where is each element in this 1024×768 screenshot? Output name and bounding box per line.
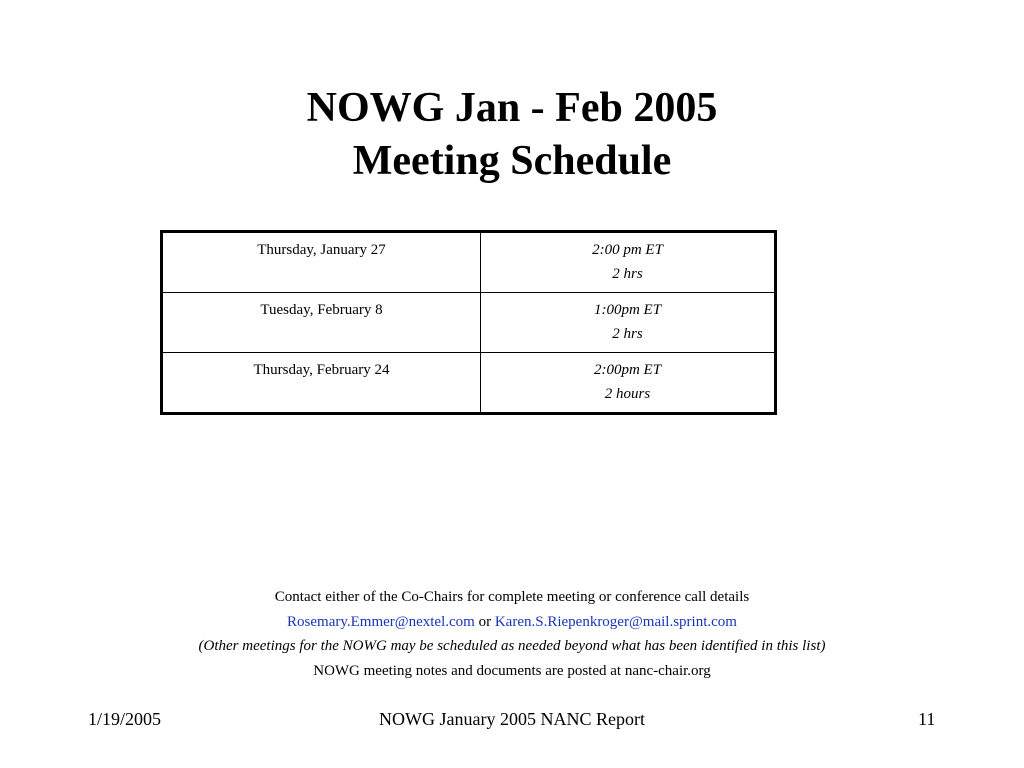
- meeting-day-cell: Tuesday, February 8: [162, 293, 481, 353]
- meeting-day-cell: Thursday, January 27: [162, 232, 481, 293]
- contact-info: [0, 585, 1024, 683]
- footer-title: NOWG January 2005 NANC Report: [379, 709, 645, 729]
- contact-emails: [0, 610, 1024, 635]
- meeting-duration: 2 hrs: [612, 326, 643, 342]
- table-row: [162, 353, 776, 414]
- table-row: [162, 293, 776, 353]
- footer-date: 1/19/2005: [88, 709, 162, 729]
- table-row: [162, 232, 776, 293]
- meeting-time: 1:00pm ET: [593, 302, 662, 318]
- email-link-karen[interactable]: Karen.S.Riepenkroger@mail.sprint.com: [494, 613, 737, 630]
- meeting-duration: 2 hrs: [612, 266, 643, 282]
- other-meetings-note: (Other meetings for the NOWG may be scheduled as needed beyond what has been identified in this list): [198, 638, 826, 654]
- meeting-time-cell: [481, 232, 776, 293]
- contact-intro: Contact either of the Co-Chairs for complete meeting or conference call details: [274, 589, 750, 605]
- meeting-schedule-table: [160, 230, 777, 415]
- documents-posted-note: NOWG meeting notes and documents are posted at nanc-chair.org: [313, 662, 711, 679]
- slide-title-line2: Meeting Schedule: [352, 138, 672, 184]
- meeting-time: 2:00pm ET: [593, 362, 662, 378]
- meeting-time-cell: [481, 353, 776, 414]
- slide-title: [0, 82, 1024, 188]
- email-link-rosemary[interactable]: Rosemary.Emmer@nextel.com: [287, 613, 475, 630]
- or-text: or: [478, 613, 492, 630]
- slide-title-line1: NOWG Jan - Feb 2005: [306, 85, 718, 131]
- meeting-day-cell: Thursday, February 24: [162, 353, 481, 414]
- meeting-time: 2:00 pm ET: [592, 242, 663, 258]
- page-number: 11: [918, 709, 936, 729]
- meeting-time-cell: [481, 293, 776, 353]
- meeting-duration: 2 hours: [604, 386, 651, 402]
